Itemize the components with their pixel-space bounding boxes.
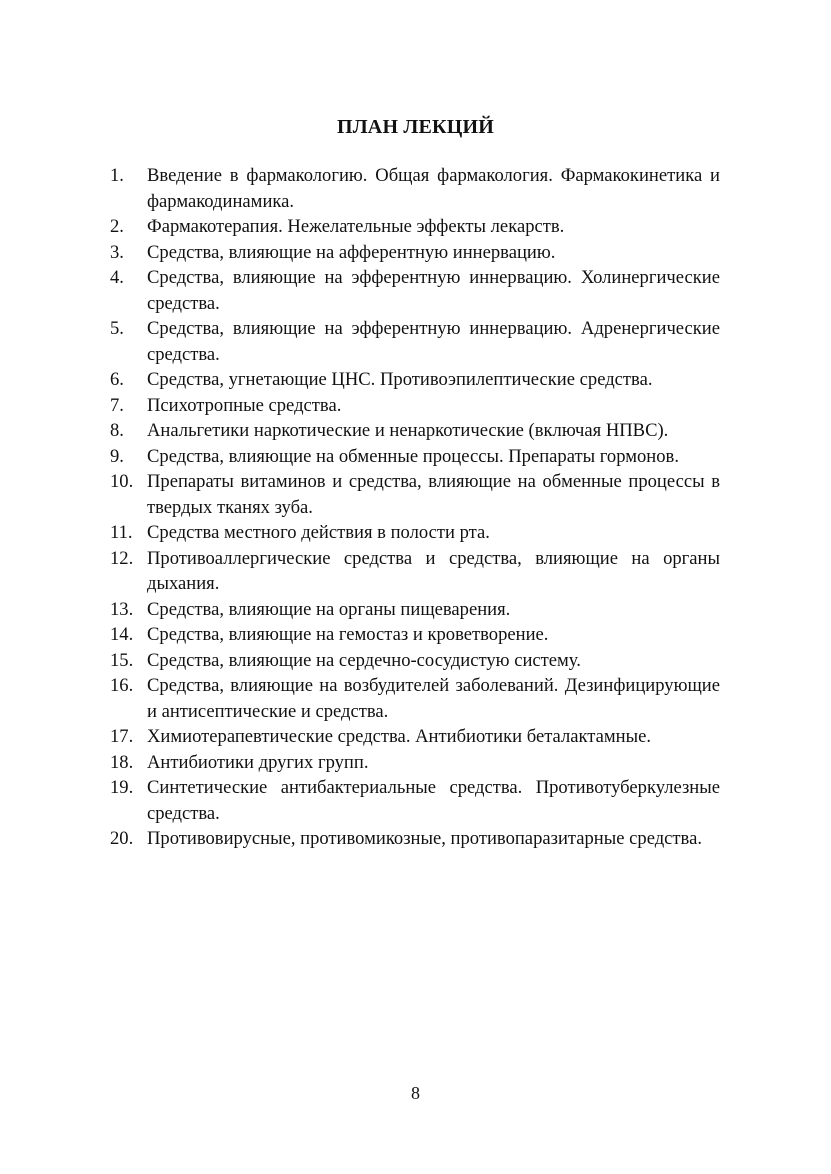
item-number: 19. [110,777,134,798]
list-item [110,418,720,444]
list-item [110,750,720,776]
item-number: 12. [110,547,134,569]
item-text: Средства, влияющие на сердечно-сосудистую систему. [147,649,581,671]
item-number: 1. [110,165,124,186]
lecture-list [110,163,720,852]
item-number: 2. [110,216,124,237]
item-text: Психотропные средства. [147,394,342,416]
item-number: 5. [110,318,124,339]
list-item [110,265,720,316]
item-number: 4. [110,267,124,288]
item-number: 20. [110,828,134,849]
page-title: ПЛАН ЛЕКЦИЙ [336,116,495,138]
item-text: Противоаллергические средства и средства, влияющие на органы дыхания. [147,547,720,594]
list-item [110,673,720,724]
item-text: Средства, влияющие на обменные процессы. Препараты гормонов. [147,445,679,467]
list-item [110,444,720,470]
item-number: 9. [110,445,124,467]
item-number: 16. [110,675,134,696]
item-text: Средства, угнетающие ЦНС. Противоэпилептические средства. [147,369,653,390]
item-text: Антибиотики других групп. [147,751,369,773]
list-item [110,393,720,419]
item-number: 17. [110,726,134,747]
item-text: Средства, влияющие на возбудителей заболеваний. Дезинфицирующие и антисептические и средства. [147,675,720,722]
item-text: Фармакотерапия. Нежелательные эффекты лекарств. [147,216,565,237]
item-number: 10. [110,471,134,492]
item-number: 11. [110,522,133,543]
list-item [110,469,720,520]
item-text: Средства, влияющие на эфферентную иннервацию. Холинергические средства. [147,267,720,314]
list-item [110,316,720,367]
item-text: Средства, влияющие на органы пищеварения. [147,598,511,620]
item-number: 8. [110,420,124,441]
item-text: Анальгетики наркотические и ненаркотические (включая НПВС). [147,420,669,441]
page-number: 8 [411,1083,420,1103]
list-item [110,648,720,674]
item-text: Средства, влияющие на афферентную иннервацию. [147,241,556,263]
list-item [110,520,720,546]
item-text: Противовирусные, противомикозные, противопаразитарные средства. [147,828,702,849]
item-number: 7. [110,394,124,416]
item-text: Химиотерапевтические средства. Антибиотики беталактамные. [147,726,652,747]
list-item [110,546,720,597]
item-number: 13. [110,598,134,620]
list-item [110,775,720,826]
item-number: 14. [110,624,134,645]
item-number: 3. [110,241,124,263]
list-item [110,163,720,214]
item-text: Введение в фармакологию. Общая фармакология. Фармакокинетика и фармакодинамика. [147,165,720,212]
item-text: Средства, влияющие на эфферентную иннервацию. Адренергические средства. [147,318,720,365]
item-number: 18. [110,751,134,773]
list-item [110,724,720,750]
item-number: 15. [110,649,134,671]
item-number: 6. [110,369,124,390]
list-item [110,622,720,648]
list-item [110,367,720,393]
list-item [110,826,720,852]
item-text: Препараты витаминов и средства, влияющие на обменные процессы в твердых тканях зуба. [147,471,720,518]
item-text: Средства, влияющие на гемостаз и кроветворение. [147,624,549,645]
list-item [110,240,720,266]
item-text: Средства местного действия в полости рта. [147,522,490,543]
list-item [110,214,720,240]
list-item [110,597,720,623]
item-text: Синтетические антибактериальные средства. Противотуберкулезные средства. [147,777,720,824]
